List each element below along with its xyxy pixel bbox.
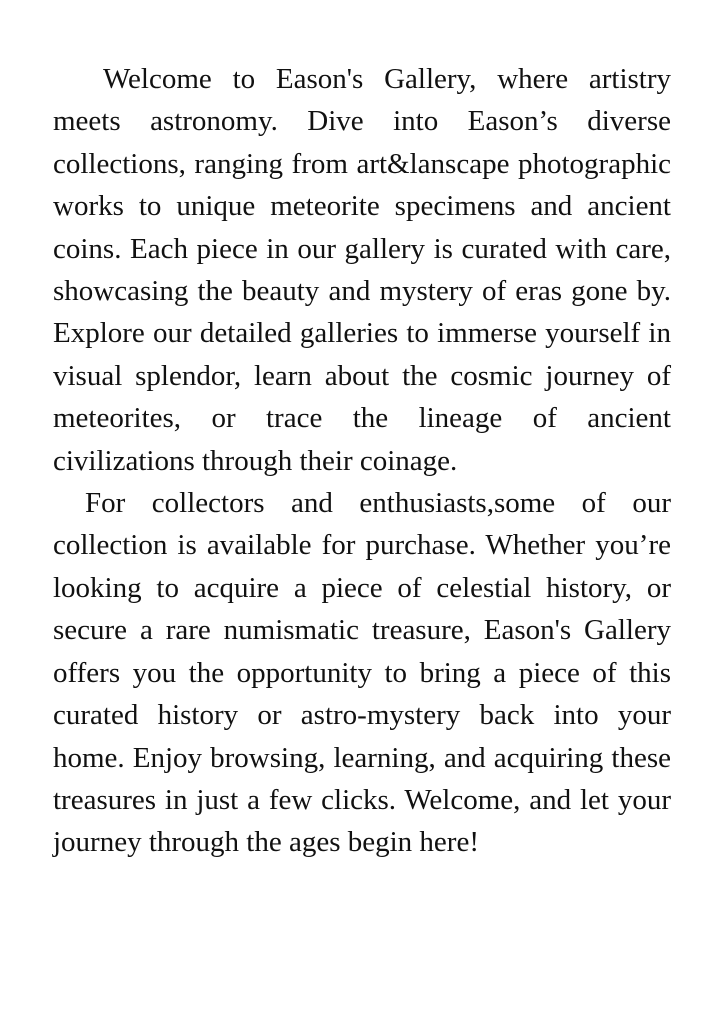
intro-paragraph: Welcome to Eason's Gallery, where artistry meets astronomy. Dive into Eason’s diverse collections, ranging from art&lanscape photographic works to unique meteorite specimens and ancient coins. Each piece in our gallery is curated with care, showcasing the beauty and mystery of eras gone by. Explore our detailed galleries to immerse yourself in visual splendor, learn about the cosmic journey of meteorites, or trace the lineage of ancient civilizations through their coinage. <box>53 63 671 477</box>
purchase-paragraph: For collectors and enthusiasts,some of our collection is available for purchase. Whether you’re looking to acquire a piece of celestial history, or secure a rare numismatic treasure, Eason's Gallery offers you the opportunity to bring a piece of this curated history or astro-mystery back into your home. Enjoy browsing, learning, and acquiring these treasures in just a few clicks. Welcome, and let your journey through the ages begin here! <box>53 487 671 859</box>
document-page <box>53 58 671 864</box>
